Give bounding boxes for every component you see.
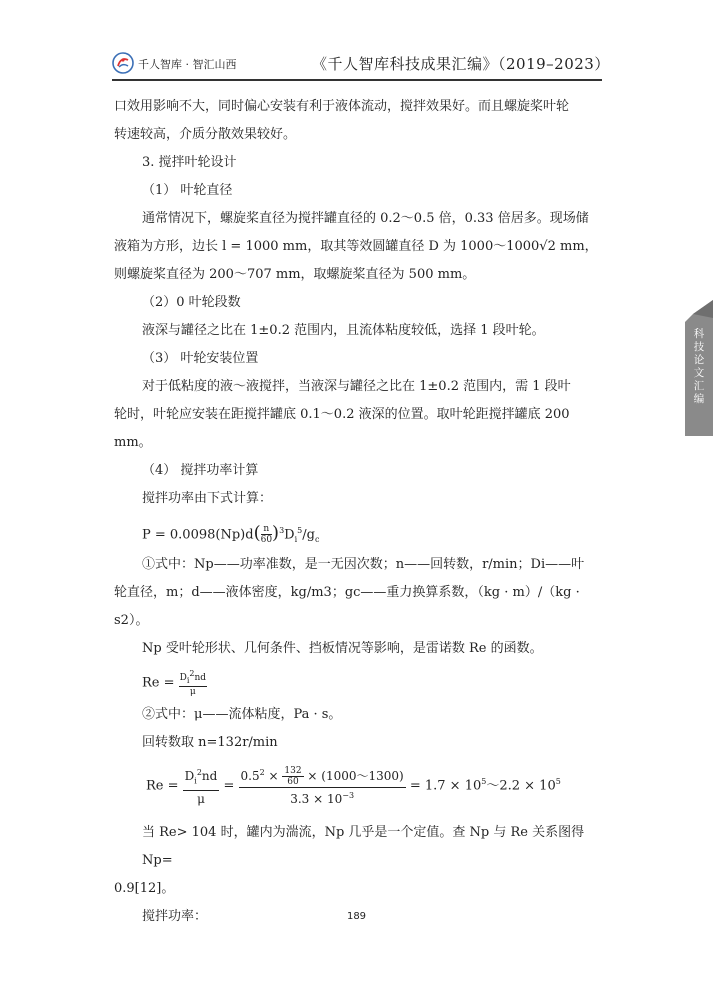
page-number: 189 [346,911,367,922]
paragraph: ①式中：Np——功率准数，是一无因次数；n——回转数，r/min；Di——叶 [142,557,585,572]
subsection-heading: （4） 搅拌功率计算 [142,463,259,478]
side-tab [685,300,713,436]
side-tab-char: 技 [693,341,705,353]
paragraph: 搅拌功率： [142,909,208,924]
paragraph: 回转数取 n=132r/min [142,735,278,750]
side-tab-char: 汇 [693,380,705,392]
paragraph: mm。 [114,435,152,450]
paragraph: 转速较高，介质分散效果较好。 [114,127,297,142]
side-tab-label [690,328,708,406]
formula-text: P = 0.0098(Np)d [142,527,254,543]
paragraph: 口效用影响不大，同时偏心安装有利于液体流动，搅拌效果好。而且螺旋桨叶轮 [114,99,570,114]
qianren-logo-icon [112,52,134,74]
paragraph: 则螺旋桨直径为 200～707 mm，取螺旋桨直径为 500 mm。 [114,267,476,282]
paragraph: 轮时，叶轮应安装在距搅拌罐底 0.1～0.2 液深的位置。取叶轮距搅拌罐底 200 [114,407,570,422]
paragraph: 对于低粘度的液～液搅拌，当液深与罐径之比在 1±0.2 范围内，需 1 段叶 [142,379,571,394]
paragraph: 当 Re> 104 时，罐内为湍流，Np 几乎是一个定值。查 Np 与 Re 关系图得 Np= [142,825,585,868]
header-brand: 千人智库 · 智汇山西 [138,58,237,71]
paragraph: Np 受叶轮形状、几何条件、挡板情况等影响，是雷诺数 Re 的函数。 [142,641,543,656]
side-tab-char: 科 [693,328,705,340]
reynolds-formula: Re = $\frac{D_i^2nd}{\mu}$ [142,669,207,697]
header-divider [112,79,602,81]
power-formula: P = 0.0098(Np)d( $\frac{n}{60}$ )$^3D_i^5/g_c$ [142,522,320,546]
page-body [114,93,601,931]
formula-fraction: $0.5^2$ × $\frac{132}{60}$ × (1000～1300) $3.3 \times 10^{-3}$ [240,766,404,806]
header-title: 《千人智库科技成果汇编》（2019–2023） [312,55,610,73]
reynolds-calculation: Re = $\frac{D_i^2nd}{\mu}$ = $0.5^2$ × $\frac{132}{60}$ × (1000～1300) $3.3 \times 10^{-3} = 1.7$ × $10^5\sim 2.2 \times 10^5$ [146,766,561,806]
page-header [112,50,610,76]
paragraph: 液深与罐径之比在 1±0.2 范围内，且流体粘度较低，选择 1 段叶轮。 [142,323,545,338]
subsection-heading: （1） 叶轮直径 [142,183,233,198]
formula-fraction: $\frac{n}{60}$ [260,524,273,546]
formula-fraction: $\frac{D_i^2nd}{\mu}$ [183,765,220,806]
paragraph: 轮直径，m；d——液体密度，kg/m3；gc——重力换算系数，（kg · m）/（kg · s2）。 [114,585,580,628]
paragraph: 液箱为方形，边长 l = 1000 mm，取其等效圆罐直径 D 为 1000～1000√2 mm， [114,239,598,254]
side-tab-char: 编 [693,393,705,405]
paragraph: ②式中：μ——流体粘度，Pa · s。 [142,707,342,722]
side-tab-char: 文 [693,367,705,379]
subsection-heading: （2）0 叶轮段数 [142,295,241,310]
paragraph: 通常情况下，螺旋桨直径为搅拌罐直径的 0.2～0.5 倍，0.33 倍居多。现场储 [142,211,589,226]
section-heading: 3. 搅拌叶轮设计 [142,155,237,170]
subsection-heading: （3） 叶轮安装位置 [142,351,259,366]
paragraph: 0.9[12]。 [114,881,175,896]
side-tab-char: 论 [693,354,705,366]
formula-fraction: $\frac{D_i^2nd}{\mu}$ [179,669,207,697]
paragraph: 搅拌功率由下式计算： [142,491,273,506]
